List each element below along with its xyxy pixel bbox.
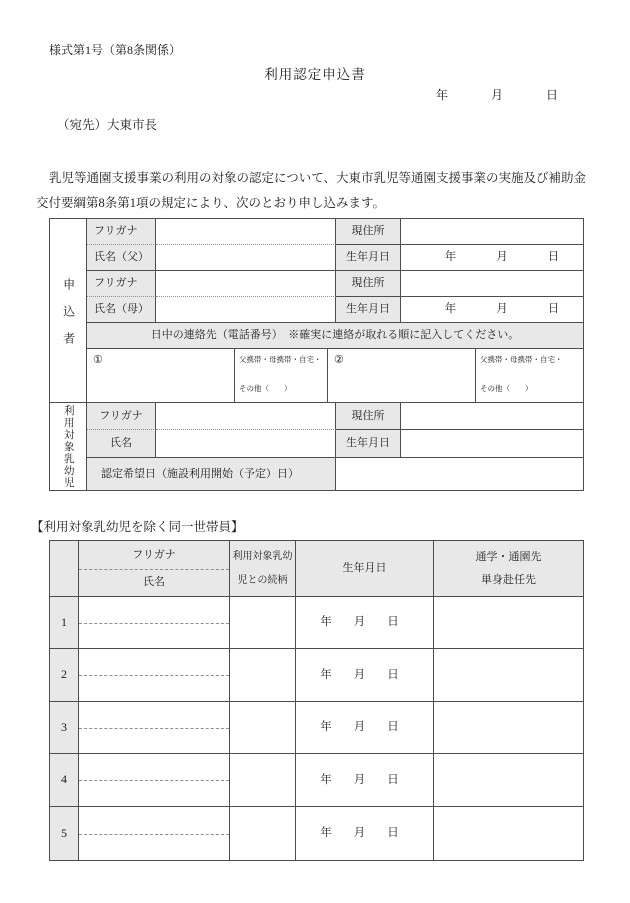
contact1-type-options[interactable] [235, 349, 328, 403]
name-column-divider [79, 569, 229, 570]
household-row-relation-field[interactable] [230, 702, 296, 754]
contact-header: 日中の連絡先（電話番号） ※確実に連絡が取れる順に記入してください。 [87, 323, 583, 349]
contact2-type-line1: 父携帯・母携帯・自宅・ [480, 355, 563, 364]
name-field-divider [79, 834, 229, 835]
household-row-relation-field[interactable] [230, 807, 296, 860]
household-row-number: 1 [50, 597, 79, 649]
mother-name-field[interactable] [156, 297, 336, 323]
intro-line2: 交付要綱第8条第1項の規定により、次のとおり申し込みます。 [36, 196, 386, 210]
contact1-number-field[interactable] [87, 349, 235, 403]
household-row-number: 2 [50, 649, 79, 702]
mother-address-label: 現住所 [336, 271, 401, 297]
contact2-type-options[interactable] [476, 349, 583, 403]
contact2-type-line2: その他（ ） [480, 383, 533, 393]
mother-name-label: 氏名（母） [87, 297, 156, 323]
household-header-name [79, 541, 230, 597]
father-birth-year: 年 [444, 251, 457, 264]
desired-date-field[interactable] [336, 458, 583, 490]
relation-header-line2: 児との続柄 [237, 574, 288, 586]
mother-address-field[interactable] [401, 271, 583, 297]
form-number: 様式第1号（第8条関係） [49, 43, 182, 57]
addressee: （宛先）大東市長 [57, 118, 158, 132]
father-birth-label: 生年月日 [336, 245, 401, 271]
household-row-birth-field[interactable] [296, 702, 434, 754]
household-row-destination-field[interactable] [434, 597, 583, 649]
applicant-table [49, 218, 584, 491]
mother-birth-day: 日 [547, 303, 560, 316]
household-header-name-label: 氏名 [143, 576, 165, 589]
father-name-label: 氏名（父） [87, 245, 156, 271]
household-header-destination [434, 541, 583, 597]
household-row-relation-field[interactable] [230, 649, 296, 702]
applicant-side-label: 申込者 [61, 277, 76, 359]
mother-birth-field[interactable] [401, 297, 583, 323]
destination-header-line2: 単身赴任先 [481, 574, 536, 587]
household-row-number: 4 [50, 754, 79, 807]
row-birth-day: 日 [387, 721, 399, 734]
household-row-destination-field[interactable] [434, 754, 583, 807]
applicant-side-label-cell [50, 219, 87, 403]
household-row-destination-field[interactable] [434, 702, 583, 754]
household-row-relation-field[interactable] [230, 754, 296, 807]
name-field-divider [79, 623, 229, 624]
desired-date-label: 認定希望日（施設利用開始（予定）日） [87, 458, 336, 490]
contact1-type-line2: その他（ ） [239, 383, 292, 393]
date-month-label: 月 [490, 88, 503, 102]
row-birth-day: 日 [387, 827, 399, 840]
name-field-divider [79, 728, 229, 729]
row-birth-month: 月 [353, 827, 366, 840]
child-name-field[interactable] [156, 430, 336, 458]
contact2-circled-number: ② [334, 354, 344, 366]
child-birth-label: 生年月日 [336, 430, 401, 458]
father-name-field[interactable] [156, 245, 336, 271]
father-birth-day: 日 [547, 251, 560, 264]
row-birth-year: 年 [320, 721, 332, 734]
row-birth-year: 年 [320, 827, 332, 840]
child-address-label: 現住所 [336, 403, 401, 430]
household-row-name-field[interactable] [79, 702, 230, 754]
row-birth-year: 年 [320, 668, 332, 681]
row-birth-month: 月 [353, 773, 366, 786]
household-row-name-field[interactable] [79, 754, 230, 807]
household-row-destination-field[interactable] [434, 807, 583, 860]
row-birth-day: 日 [387, 773, 399, 786]
household-header-relation [230, 541, 296, 597]
household-row-birth-field[interactable] [296, 649, 434, 702]
child-address-field[interactable] [401, 403, 583, 430]
child-furigana-label: フリガナ [87, 403, 156, 430]
child-birth-field[interactable] [401, 430, 583, 458]
name-field-divider [79, 780, 229, 781]
father-birth-field[interactable] [401, 245, 583, 271]
row-birth-month: 月 [353, 616, 366, 629]
household-header-corner [50, 541, 79, 597]
father-furigana-label: フリガナ [87, 219, 156, 245]
father-address-field[interactable] [401, 219, 583, 245]
child-side-label-cell [50, 403, 87, 490]
child-side-label: 利用対象乳幼児 [62, 405, 74, 490]
household-row-birth-field[interactable] [296, 807, 434, 860]
destination-header-line1: 通学・通園先 [475, 550, 542, 563]
row-birth-day: 日 [387, 668, 399, 681]
row-birth-year: 年 [320, 616, 332, 629]
household-row-birth-field[interactable] [296, 754, 434, 807]
household-section-title: 【利用対象乳幼児を除く同一世帯員】 [31, 520, 244, 534]
father-furigana-field[interactable] [156, 219, 336, 245]
child-furigana-field[interactable] [156, 403, 336, 430]
father-birth-month: 月 [496, 251, 508, 264]
household-header-furigana: フリガナ [132, 548, 176, 561]
household-row-name-field[interactable] [79, 807, 230, 860]
date-year-label: 年 [436, 88, 449, 102]
mother-birth-year: 年 [444, 303, 457, 316]
household-row-number: 5 [50, 807, 79, 860]
household-header-birth: 生年月日 [296, 541, 434, 597]
contact1-circled-number: ① [93, 354, 103, 366]
household-row-relation-field[interactable] [230, 597, 296, 649]
mother-birth-month: 月 [496, 303, 508, 316]
mother-furigana-label: フリガナ [87, 271, 156, 297]
contact1-type-line1: 父携帯・母携帯・自宅・ [239, 355, 322, 364]
household-row-number: 3 [50, 702, 79, 754]
mother-birth-label: 生年月日 [336, 297, 401, 323]
row-birth-year: 年 [320, 773, 332, 786]
page-title: 利用認定申込書 [264, 67, 366, 82]
household-row-destination-field[interactable] [434, 649, 583, 702]
mother-furigana-field[interactable] [156, 271, 336, 297]
date-line [436, 86, 558, 103]
row-birth-month: 月 [353, 668, 366, 681]
relation-header-line1: 利用対象乳幼 [232, 551, 293, 563]
row-birth-day: 日 [387, 616, 399, 629]
contact2-number-field[interactable] [328, 349, 476, 403]
row-birth-month: 月 [353, 721, 366, 734]
intro-line1: 乳児等通園支援事業の利用の対象の認定について、大東市乳児等通園支援事業の実施及び補助金 [49, 171, 587, 185]
date-day-label: 日 [545, 88, 558, 102]
name-field-divider [79, 675, 229, 676]
household-table [49, 540, 584, 861]
household-row-name-field[interactable] [79, 649, 230, 702]
child-name-label: 氏名 [87, 430, 156, 458]
household-row-birth-field[interactable] [296, 597, 434, 649]
father-address-label: 現住所 [336, 219, 401, 245]
intro-paragraph [36, 166, 598, 216]
household-row-name-field[interactable] [79, 597, 230, 649]
